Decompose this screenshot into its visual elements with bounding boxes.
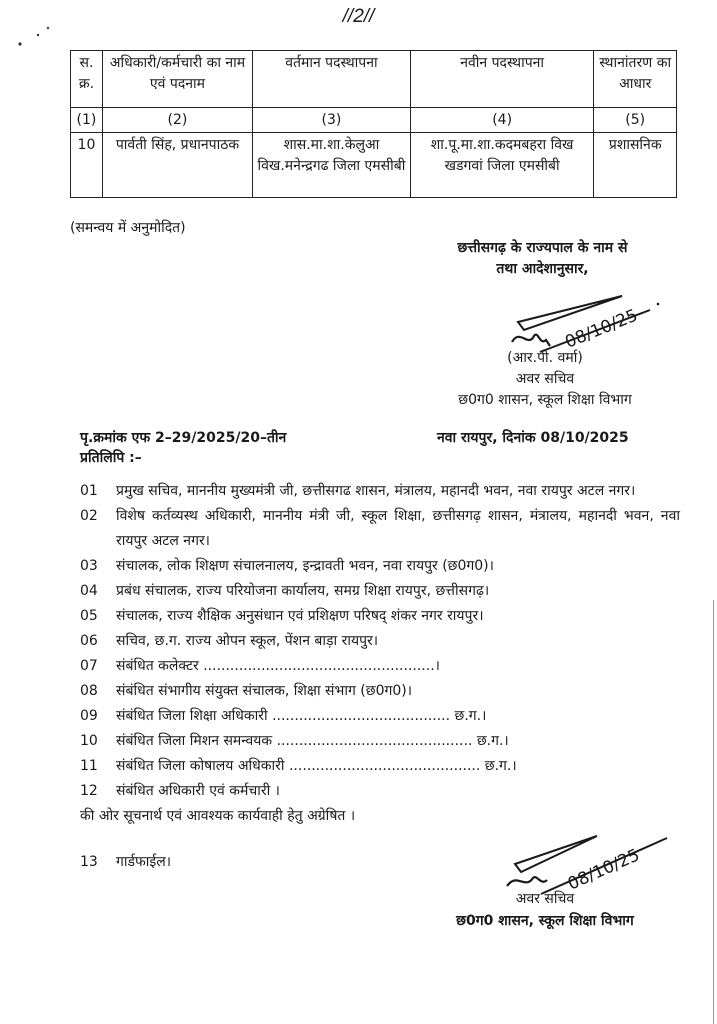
copy-list (80, 479, 680, 875)
list-item-number: 05 (80, 608, 98, 624)
cell-serial: 10 (71, 133, 103, 198)
copy-to-label: प्रतिलिपि :– (80, 450, 142, 466)
approval-note: (समन्वय में अनुमोदित) (70, 220, 186, 236)
list-item-text: संबंधित जिला मिशन समन्वयक ............................................ छ.ग.। (116, 733, 509, 749)
list-item (80, 579, 680, 604)
list-item (80, 629, 680, 654)
forwarding-line: की ओर सूचनार्थ एवं आवश्यक कार्यवाही हेतु अग्रेषित । (80, 808, 356, 824)
list-item-number: 12 (80, 783, 98, 799)
list-item (80, 554, 680, 579)
list-item-number: 13 (80, 854, 98, 870)
signer-2-block (425, 888, 665, 932)
index-1: (1) (71, 108, 103, 133)
list-item-text: संबंधित अधिकारी एवं कर्मचारी । (116, 783, 280, 799)
page-number: //2// (342, 6, 375, 27)
list-item (80, 679, 680, 704)
list-item-number: 07 (80, 658, 98, 674)
transfer-table (70, 50, 677, 198)
cell-new-posting: शा.पू.मा.शा.कदमबहरा विख खडगवां जिला एमसीबी (410, 133, 594, 198)
list-item-text: संबंधित कलेक्टर ....................................................। (116, 658, 440, 674)
list-item (80, 654, 680, 679)
header-current-posting: वर्तमान पदस्थापना (253, 51, 411, 108)
index-4: (4) (410, 108, 594, 133)
list-item (80, 754, 680, 779)
list-item (80, 604, 680, 629)
scan-specks (10, 22, 70, 52)
list-item-text: प्रबंध संचालक, राज्य परियोजना कार्यालय, समग्र शिक्षा रायपुर, छत्तीसगढ़। (116, 583, 490, 599)
list-item-text: संचालक, लोक शिक्षण संचालनालय, इन्द्रावती भवन, नवा रायपुर (छ0ग0)। (116, 558, 494, 574)
header-name-designation: अधिकारी/कर्मचारी का नाम एवं पदनाम (102, 51, 252, 108)
list-item-text: संबंधित जिला शिक्षा अधिकारी ........................................ छ.ग.। (116, 708, 487, 724)
table-row (71, 133, 677, 198)
signer-1-designation: अवर सचिव (515, 371, 575, 387)
authority-block (410, 238, 675, 280)
page-edge-line (713, 600, 714, 1024)
index-2: (2) (102, 108, 252, 133)
list-item-number: 10 (80, 733, 98, 749)
header-transfer-basis: स्थानांतरण का आधार (594, 51, 677, 108)
list-item (80, 704, 680, 729)
list-item-number: 06 (80, 633, 98, 649)
signer-1-block (425, 348, 665, 411)
list-item (80, 479, 680, 504)
list-item-text: संबंधित संभागीय संयुक्त संचालक, शिक्षा संभाग (छ0ग0)। (116, 683, 413, 699)
index-5: (5) (594, 108, 677, 133)
header-serial: स. क्र. (71, 51, 103, 108)
authority-line-2: तथा आदेशानुसार, (496, 261, 589, 277)
list-item-text: गार्डफाईल। (116, 854, 172, 870)
authority-line-1: छत्तीसगढ़ के राज्यपाल के नाम से (457, 240, 628, 256)
signer-1-department: छ0ग0 शासन, स्कूल शिक्षा विभाग (458, 392, 632, 408)
header-new-posting: नवीन पदस्थापना (410, 51, 594, 108)
table-header-row (71, 51, 677, 108)
table-index-row (71, 108, 677, 133)
list-item-text: प्रमुख सचिव, माननीय मुख्यमंत्री जी, छत्तीसगढ शासन, मंत्रालय, महानदी भवन, नवा रायपुर अटल नगर। (116, 483, 636, 499)
list-item (80, 729, 680, 754)
signer-2-designation: अवर सचिव (515, 891, 575, 907)
list-item-number: 11 (80, 758, 98, 774)
cell-name-designation: पार्वती सिंह, प्रधानपाठक (102, 133, 252, 198)
cell-transfer-basis: प्रशासनिक (594, 133, 677, 198)
list-item (80, 504, 680, 554)
cell-current-posting: शास.मा.शा.केलुआ विख.मनेन्द्रगढ जिला एमसीबी (253, 133, 411, 198)
list-item-number: 03 (80, 558, 98, 574)
index-3: (3) (253, 108, 411, 133)
signature-1-date: 08/10/25 (562, 305, 641, 353)
list-item-number: 08 (80, 683, 98, 699)
list-item-text: संबंधित जिला कोषालय अधिकारी ........................................... छ.ग.। (116, 758, 517, 774)
signer-1-name: (आर.पी. वर्मा) (507, 350, 583, 366)
list-item (80, 779, 680, 804)
reference-place-date: नवा रायपुर, दिनांक 08/10/2025 (437, 430, 629, 446)
list-item-number: 09 (80, 708, 98, 724)
signature-2-date: 08/10/25 (564, 845, 643, 895)
list-item-number: 04 (80, 583, 98, 599)
list-item-text: सचिव, छ.ग. राज्य ओपन स्कूल, पेंशन बाड़ा रायपुर। (116, 633, 379, 649)
list-item-number: 02 (80, 508, 98, 524)
reference-number: पृ.क्रमांक एफ 2–29/2025/20–तीन (80, 430, 287, 446)
list-item-text: संचालक, राज्य शैक्षिक अनुसंधान एवं प्रशिक्षण परिषद् शंकर नगर रायपुर। (116, 608, 484, 624)
signer-2-department: छ0ग0 शासन, स्कूल शिक्षा विभाग (456, 913, 634, 929)
list-item-number: 01 (80, 483, 98, 499)
list-item-text: विशेष कर्तव्यस्थ अधिकारी, माननीय मंत्री जी, स्कूल शिक्षा, छत्तीसगढ़ शासन, मंत्रालय, महानदी भवन, नवा रायपुर अटल नगर। (116, 508, 680, 549)
